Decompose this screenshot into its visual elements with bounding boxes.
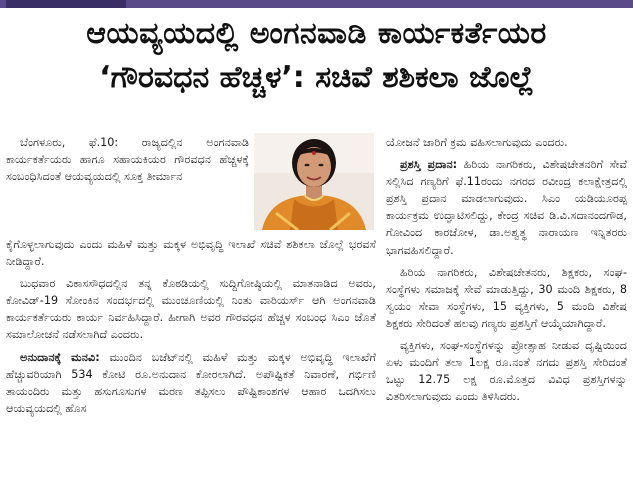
article-column-right	[386, 134, 627, 405]
article-column-left-lower	[6, 236, 376, 417]
masthead-accent	[6, 0, 126, 8]
minister-photo	[254, 133, 374, 230]
paragraph-text: ಹಿರಿಯ ನಾಗರಿಕರು, ವಿಶೇಷಚೇತನರಿಗೆ ಸೇವೆ ಸಲ್ಲಿಸಿದ ಗಣ್ಯರಿಗೆ ಫೆ.11ರಂದು ನಗರದ ರವೀಂದ್ರ ಕಲಾಕ್ಷೇತ್ರದಲ್ಲಿ ಪ್ರಶಸ್ತಿ ಪ್ರದಾನ ಮಾಡಲಾಗುವುದು. ಸಿಎಂ ಯಡಿಯೂರಪ್ಪ ಕಾರ್ಯಕ್ರಮ ಉದ್ಘಾಟಿಸಲಿದ್ದು, ಕೇಂದ್ರ ಸಚಿವ ಡಿ.ವಿ.ಸದಾನಂದಗೌಡ, ಗೋವಿಂದ ಕಾರಜೋಳ, ಡಾ.ಅಶ್ವತ್ಥ ನಾರಾಯಣ ಇನ್ನಿತರರು ಭಾಗವಹಿಸಲಿದ್ದಾರೆ.	[386, 158, 627, 257]
article-paragraph	[6, 349, 376, 417]
paragraph-text: ಮುಂದಿನ ಬಜೆಟ್‌ನಲ್ಲಿ ಮಹಿಳೆ ಮತ್ತು ಮಕ್ಕಳ ಅಭಿವೃದ್ಧಿ ಇಲಾಖೆಗೆ ಹೆಚ್ಚುವರಿಯಾಗಿ 534 ಕೋಟಿ ರೂ.ಅನುದಾನ ಕೋರಲಾಗಿದೆ. ಅಪೌಷ್ಟಿಕತೆ ನಿವಾರಣೆ, ಗರ್ಭಿಣಿ ತಾಯಂದಿರು ಮತ್ತು ಹಸುಗೂಸುಗಳ ಮರಣ ತಪ್ಪಿಸಲು ಪೌಷ್ಟಿಕಾಂಶಗಳ ಆಹಾರ ಒದಗಿಸಲು ಆಯವ್ಯಯದಲ್ಲಿ ಹೊಸ	[6, 350, 376, 415]
article-headline	[0, 12, 633, 100]
article-paragraph: ಬುಧವಾರ ವಿಕಾಸಸೌಧದಲ್ಲಿನ ತನ್ನ ಕೊಠಡಿಯಲ್ಲಿ ಸುದ್ದಿಗೋಷ್ಠಿಯಲ್ಲಿ ಮಾತನಾಡಿದ ಅವರು, ಕೋವಿಡ್-19 ಸೋಂಕಿನ ಸಂದರ್ಭದಲ್ಲಿ ಮುಂಚೂಣಿಯಲ್ಲಿ ನಿಂತು ವಾರಿಯರ್ಸ್ ಆಗಿ ಅಂಗನವಾಡಿ ಕಾರ್ಯಕರ್ತೆಯರು ಕಾರ್ಯ ನಿರ್ವಹಿಸಿದ್ದಾರೆ. ಹೀಗಾಗಿ ಅವರ ಗೌರವಧನ ಹೆಚ್ಚಳ ಸಂಬಂಧ ಸಿಎಂ ಜೊತೆ ಸಮಾಲೋಚನೆ ನಡೆಸಲಾಗಿದೆ ಎಂದರು.	[6, 277, 376, 342]
article-paragraph: ಕೈಗೊಳ್ಳಲಾಗುವುದು ಎಂದು ಮಹಿಳೆ ಮತ್ತು ಮಕ್ಕಳ ಅಭಿವೃದ್ಧಿ ಇಲಾಖೆ ಸಚಿವೆ ಶಶಿಕಲಾ ಜೊಲ್ಲೆ ಭರವಸೆ ನೀಡಿದ್ದಾರೆ.	[6, 238, 376, 269]
article-paragraph: ಬೆಂಗಳೂರು, ಫೆ.10: ರಾಜ್ಯದಲ್ಲಿನ ಅಂಗನವಾಡಿ ಕಾರ್ಯಕರ್ತೆಯರು ಹಾಗೂ ಸಹಾಯಕಿಯರ ಗೌರವಧನ ಹೆಚ್ಚಳಕ್ಕೆ ಸಂಬಂಧಿಸಿದಂತೆ ಆಯವ್ಯಯದಲ್ಲಿ ಸೂಕ್ತ ತೀರ್ಮಾನ	[6, 136, 249, 184]
subhead-award-ceremony: ಪ್ರಶಸ್ತಿ ಪ್ರದಾನ:	[400, 158, 458, 172]
headline-line-2: ‘ಗೌರವಧನ ಹೆಚ್ಚಳ’: ಸಚಿವೆ ಶಶಿಕಲಾ ಜೊಲ್ಲೆ	[99, 60, 534, 95]
article-paragraph: ಹಿರಿಯ ನಾಗರಿಕರು, ವಿಶೇಷಚೇತನರು, ಶಿಕ್ಷಕರು, ಸಂಘ-ಸಂಸ್ಥೆಗಳು ಸಮಾಜಕ್ಕೆ ಸೇವೆ ಮಾಡುತ್ತಿದ್ದು, 30 ಮಂದಿ ಶಿಕ್ಷಕರು, 8 ಸ್ವಯಂ ಸೇವಾ ಸಂಸ್ಥೆಗಳು, 15 ವ್ಯಕ್ತಿಗಳು, 5 ಮಂದಿ ವಿಶೇಷ ಶಿಕ್ಷಕರು ಸೇರಿದಂತೆ ಹಲವು ಗಣ್ಯರು ಪ್ರಶಸ್ತಿಗೆ ಆಯ್ಕೆಯಾಗಿದ್ದಾರೆ.	[386, 265, 627, 330]
masthead-strip	[0, 0, 633, 8]
article-paragraph: ಯೋಜನೆ ಜಾರಿಗೆ ಕ್ರಮ ವಹಿಸಲಾಗುವುದು ಎಂದರು.	[386, 136, 568, 149]
subhead-grant-request: ಅನುದಾನಕ್ಕೆ ಮನವಿ:	[20, 350, 100, 364]
article-column-left-upper	[6, 134, 249, 185]
article-paragraph	[386, 156, 627, 259]
article-paragraph: ವ್ಯಕ್ತಿಗಳು, ಸಂಘ-ಸಂಸ್ಥೆಗಳನ್ನು ಪ್ರೋತ್ಸಾಹ ನೀಡುವ ದೃಷ್ಟಿಯಿಂದ ಏಳು ಮಂದಿಗೆ ತಲಾ 1ಲಕ್ಷ ರೂ.ನಂತೆ ನಗದು ಪ್ರಶಸ್ತಿ ಸೇರಿದಂತೆ ಒಟ್ಟು 12.75 ಲಕ್ಷ ರೂ.ಮೊತ್ತದ ವಿವಿಧ ಪ್ರಶಸ್ತಿಗಳನ್ನು ವಿತರಿಸಲಾಗುವುದು ಎಂದು ತಿಳಿಸಿದರು.	[386, 339, 627, 404]
page-bottom-edge	[0, 488, 633, 500]
headline-line-1: ಆಯವ್ಯಯದಲ್ಲಿ ಅಂಗನವಾಡಿ ಕಾರ್ಯಕರ್ತೆಯರ	[86, 16, 547, 51]
portrait-image	[254, 133, 374, 230]
